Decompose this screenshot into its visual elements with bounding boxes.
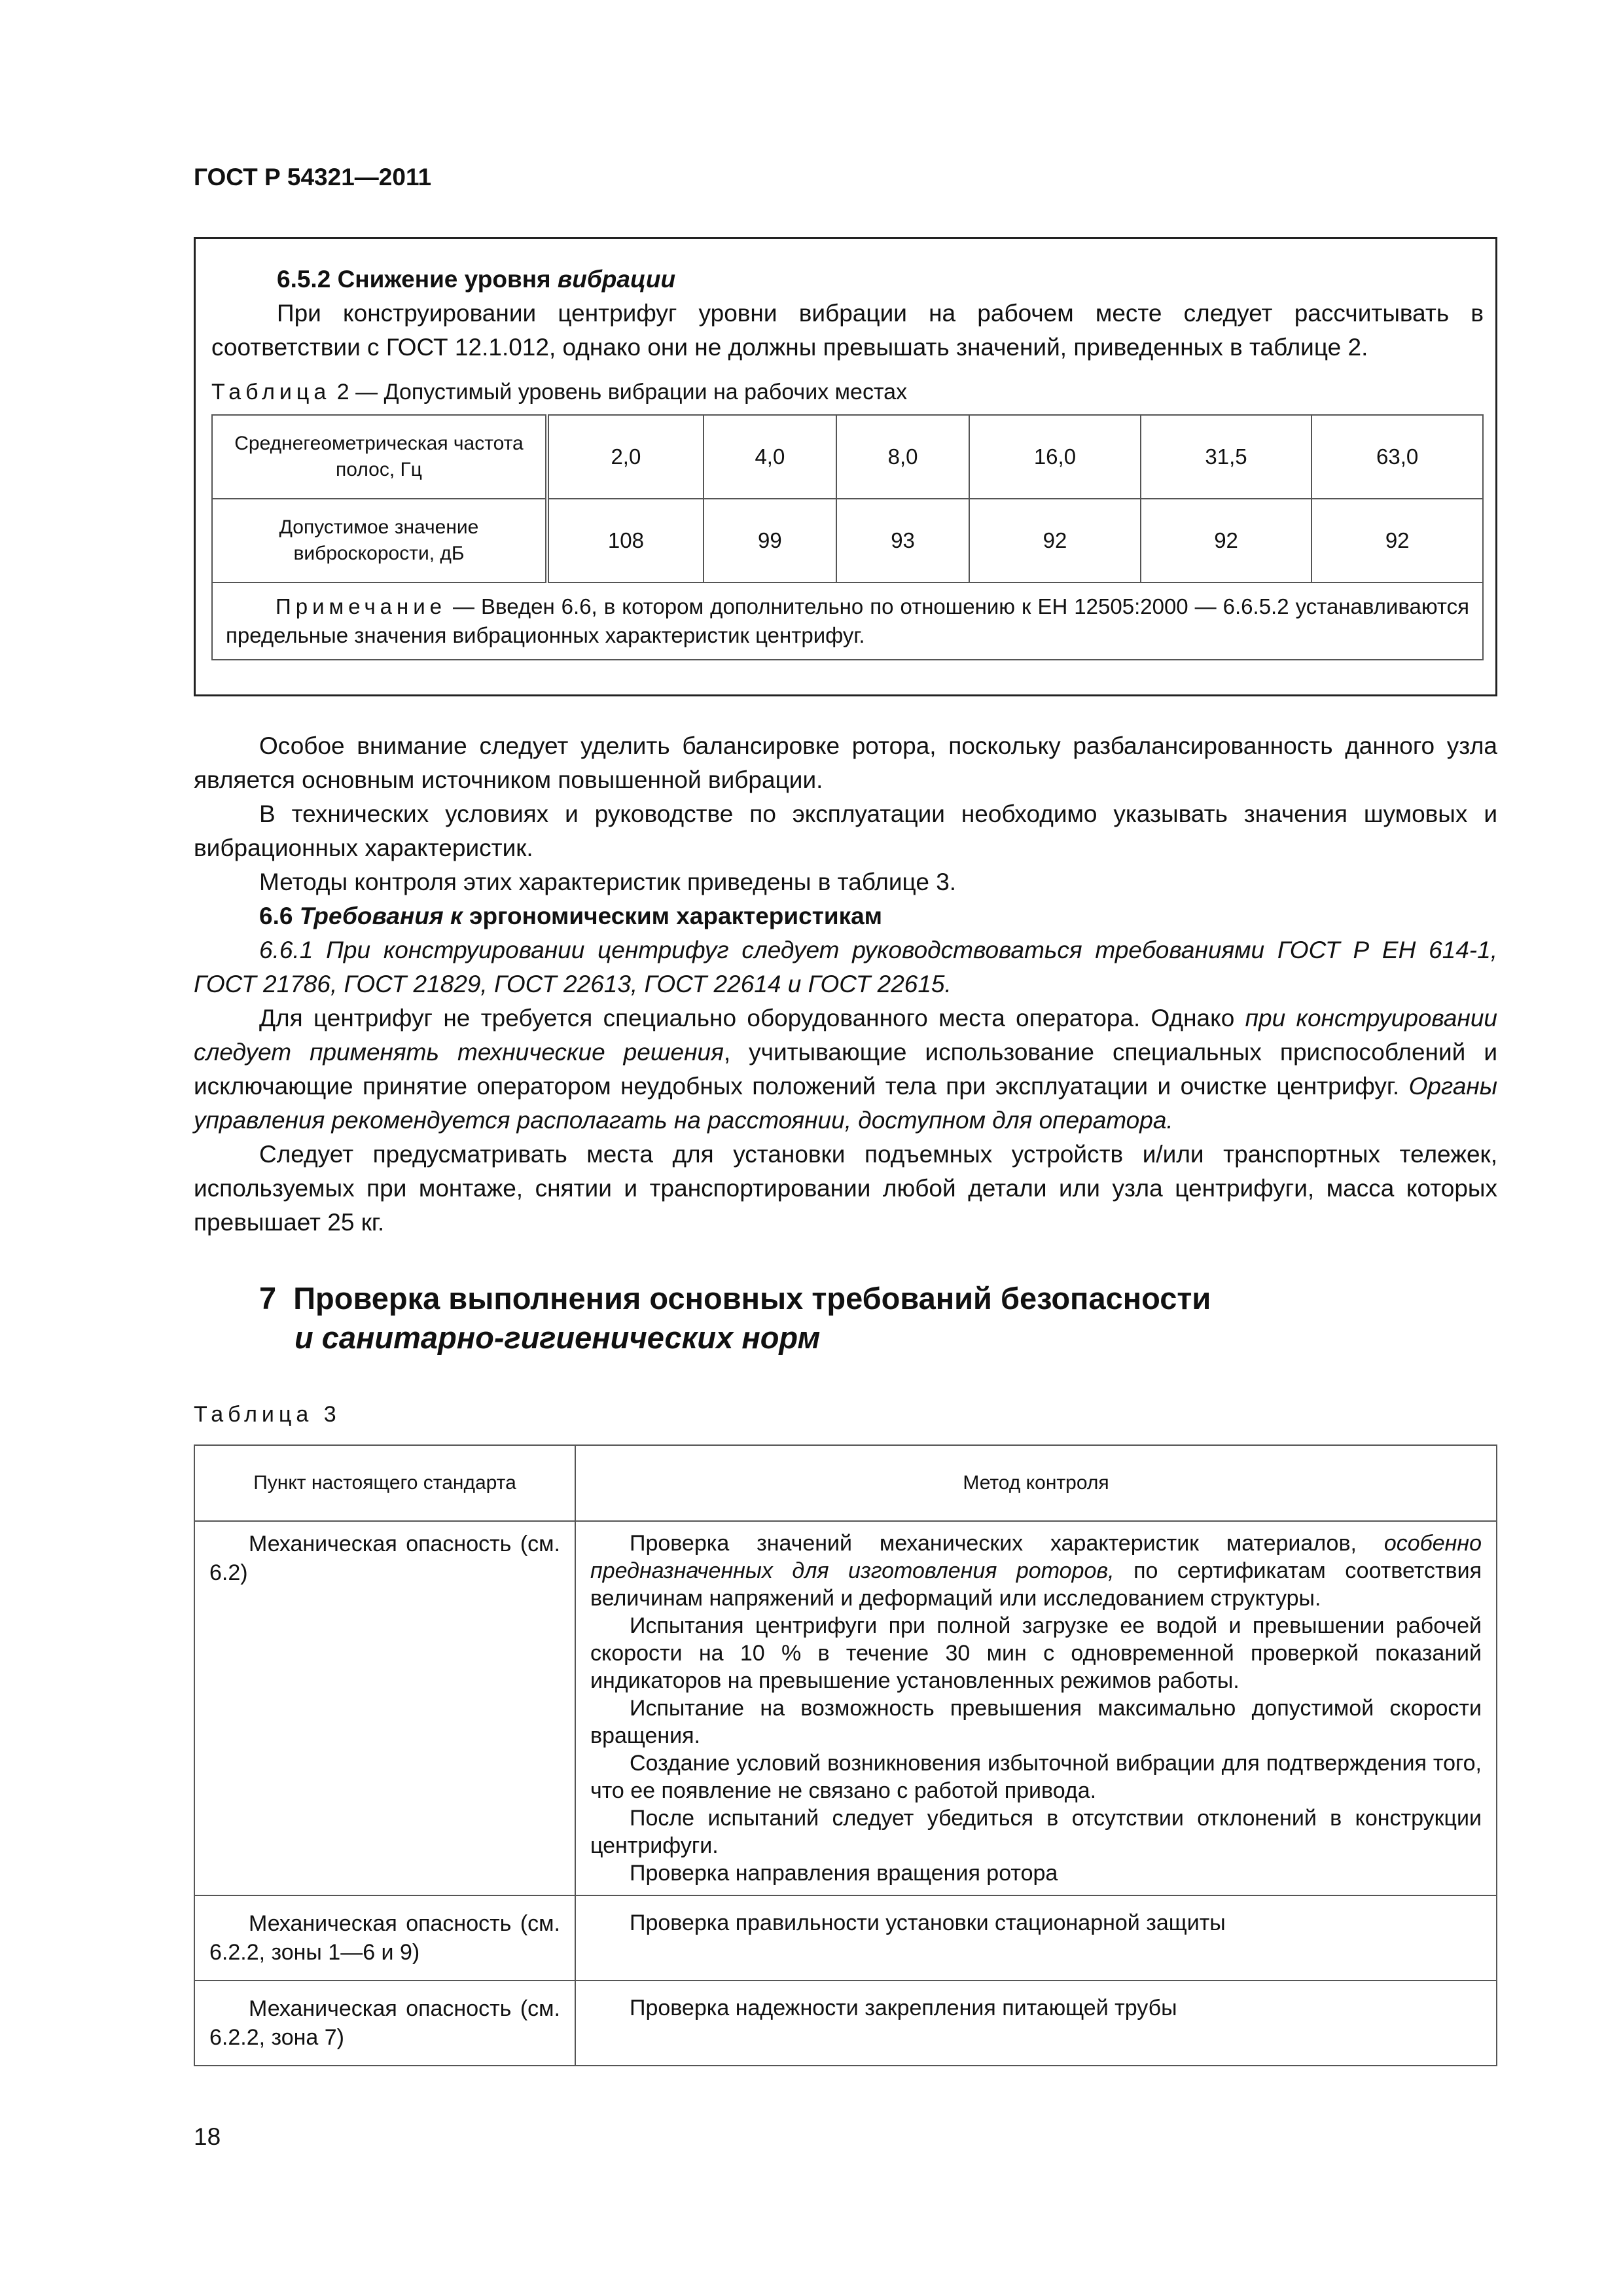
table-cell: 92 (1141, 499, 1312, 583)
column-header: Пункт настоящего стандарта (194, 1445, 575, 1521)
table3-caption: Таблица 3 (194, 1402, 341, 1427)
text-run: по сертификатам соответствия величинам напряжений и деформаций или исследованием структуры. (590, 1558, 1482, 1611)
table-row (194, 1981, 1497, 2066)
subsection-heading-6-6 (194, 899, 1497, 933)
cell-paragraph: Испытание на возможность превышения максимально допустимой скорости вращения. (590, 1696, 1482, 1748)
section-7-title (194, 1279, 1497, 1357)
cell-paragraph: Испытания центрифуги при полной загрузке ее водой и превышении рабочей скорости на 10 % в течение 30 мин с одновременной проверкой показаний индикаторов на превышение установленных режимов работы. (590, 1613, 1482, 1693)
cell-paragraph: Создание условий возникновения избыточной вибрации для подтверждения того, что ее появление не связано с работой привода. (590, 1751, 1482, 1803)
table-cell: 93 (836, 499, 969, 583)
note-text: — Введен 6.6, в котором дополнительно по отношению к ЕН 12505:2000 — 6.6.5.2 устанавливаются предельные значения вибрационных характеристик центрифуг. (226, 594, 1470, 647)
cell-paragraph: После испытаний следует убедиться в отсутствии отклонений в конструкции центрифуги. (590, 1806, 1482, 1858)
text-run: Проверка значений механических характеристик материалов, (630, 1531, 1384, 1556)
heading-bold: Снижение уровня (337, 266, 551, 293)
heading-bold: эргономическим характеристикам (469, 903, 883, 929)
standard-code: ГОСТ Р 54321—2011 (194, 164, 432, 190)
paragraph: Особое внимание следует уделить балансировке ротора, поскольку разбалансированность данного узла является основным источником повышенной вибрации. (194, 732, 1497, 793)
table-cell: 31,5 (1141, 415, 1312, 499)
table-cell: 92 (969, 499, 1141, 583)
paragraph (194, 1001, 1497, 1138)
amendment-box (194, 237, 1497, 696)
table-note-row (212, 583, 1483, 660)
heading-number: 6.6 (259, 903, 293, 929)
subsection-heading-6-5-2 (211, 262, 1484, 296)
table2-caption (211, 376, 1484, 408)
heading-italic: вибрации (557, 266, 676, 293)
table-row (194, 1895, 1497, 1981)
row-header: Среднегеометрическая частота полос, Гц (212, 415, 547, 499)
note-word: Примечание (276, 594, 447, 619)
table-note (212, 583, 1483, 660)
text-run: , учитывающие использование специальных приспособлений и исключающие принятие оператором неудобных положений тела при эксплуатации и очистке центрифуг. (194, 1039, 1497, 1100)
table-row (212, 415, 1483, 499)
text-run-italic: особенно предназначенных для изготовления роторов, (590, 1531, 1482, 1583)
cell-paragraph: Проверка направления вращения ротора (630, 1861, 1058, 1886)
paragraph: В технических условиях и руководстве по эксплуатации необходимо указывать значения шумовых и вибрационных характеристик. (194, 800, 1497, 861)
table-cell: 4,0 (704, 415, 836, 499)
table2-caption-word: Таблица (211, 380, 331, 404)
page-number: 18 (194, 2123, 221, 2150)
table-cell: 8,0 (836, 415, 969, 499)
table-cell: 99 (704, 499, 836, 583)
table-2 (211, 414, 1484, 660)
row-header: Допустимое значение виброскорости, дБ (212, 499, 547, 583)
table-cell (194, 1981, 575, 2066)
table-cell (575, 1895, 1497, 1981)
table-cell (575, 1521, 1497, 1895)
section-title-line2: и санитарно-гигиенических норм (294, 1320, 821, 1355)
box-paragraph: При конструировании центрифуг уровни вибрации на рабочем месте следует рассчитывать в соответствии с ГОСТ 12.1.012, однако они не должны превышать значений, приведенных в таблице 2. (211, 300, 1484, 361)
table-cell: 92 (1311, 499, 1483, 583)
table-cell (194, 1895, 575, 1981)
heading-italic: Требования к (299, 903, 463, 929)
table-row (194, 1521, 1497, 1895)
paragraph: Методы контроля этих характеристик приведены в таблице 3. (259, 869, 957, 895)
cell-paragraph: Проверка надежности закрепления питающей трубы (630, 1996, 1177, 2020)
text-run-italic: Органы управления рекомендуется располагать на расстоянии, доступном для оператора. (194, 1073, 1497, 1134)
section-title-line1: Проверка выполнения основных требований безопасности (293, 1281, 1211, 1316)
cell-text: Механическая опасность (см. 6.2.2, зоны 1—6 и 9) (209, 1911, 560, 1965)
table2-caption-rest: 2 — Допустимый уровень вибрации на рабочих местах (336, 380, 908, 404)
cell-paragraph (590, 1530, 1482, 1612)
paragraph: Следует предусматривать места для установки подъемных устройств и/или транспортных тележек, используемых при монтаже, снятии и транспортировании любой детали или узла центрифуги, масса которых превышает 25 кг. (194, 1141, 1497, 1236)
table-cell: 2,0 (547, 415, 704, 499)
main-text (194, 729, 1497, 2066)
cell-text: Механическая опасность (см. 6.2) (209, 1532, 560, 1585)
table-cell: 63,0 (1311, 415, 1483, 499)
table-cell: 16,0 (969, 415, 1141, 499)
table-header-row (194, 1445, 1497, 1521)
heading-number: 6.5.2 (277, 266, 331, 293)
paragraph-6-6-1: 6.6.1 При конструировании центрифуг следует руководствоваться требованиями ГОСТ Р ЕН 614-1, ГОСТ 21786, ГОСТ 21829, ГОСТ 22613, ГОСТ 22614 и ГОСТ 22615. (194, 937, 1497, 997)
table-3 (194, 1444, 1497, 2066)
table-cell (575, 1981, 1497, 2066)
table-cell (194, 1521, 575, 1895)
section-number: 7 (259, 1281, 277, 1316)
cell-paragraph: Проверка правильности установки стационарной защиты (630, 1910, 1226, 1935)
column-header: Метод контроля (575, 1445, 1497, 1521)
table-row (212, 499, 1483, 583)
text-run-italic: при конструировании следует применять технические решения (194, 1005, 1498, 1066)
text-run: Для центрифуг не требуется специально оборудованного места оператора. Однако (259, 1005, 1245, 1031)
cell-text: Механическая опасность (см. 6.2.2, зона 7) (209, 1996, 560, 2050)
table-cell: 108 (547, 499, 704, 583)
